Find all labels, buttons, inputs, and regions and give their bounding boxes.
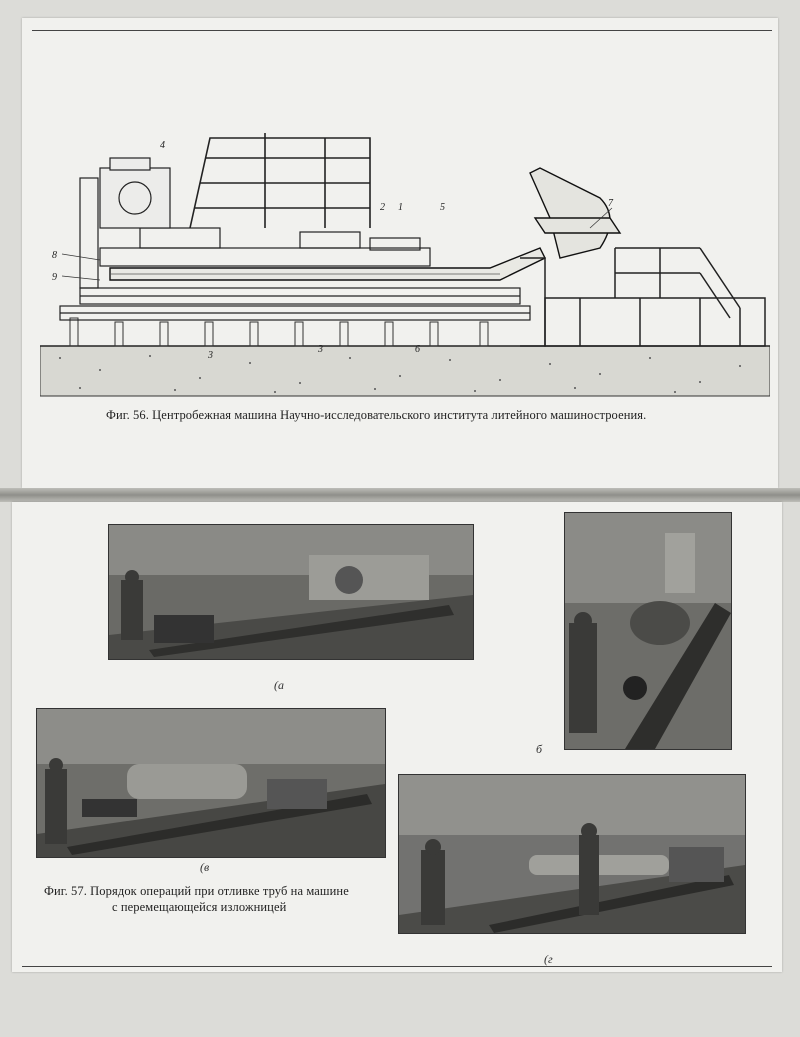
top-page-frame-line [32, 30, 772, 31]
panel-b-label: б [536, 742, 543, 756]
book-spine [0, 488, 800, 502]
callout-9: 9 [52, 272, 57, 283]
photo-panel-a [108, 524, 474, 660]
callout-1: 1 [398, 202, 403, 213]
panel-d-label: (г [544, 952, 553, 966]
callout-6: 6 [415, 344, 420, 355]
callout-8: 8 [52, 250, 57, 261]
callout-4: 4 [160, 140, 165, 151]
top-page [22, 18, 778, 488]
centrifugal-machine-drawing [40, 108, 770, 398]
callout-2: 2 [380, 202, 385, 213]
figure-57-caption-line2: с перемещающейся изложницей [112, 900, 287, 914]
bottom-page [12, 502, 782, 972]
photo-panel-b [564, 512, 732, 750]
photo-panel-d [398, 774, 746, 934]
photo-panel-c [36, 708, 386, 858]
callout-7: 7 [608, 198, 613, 209]
panel-c-label: (в [200, 860, 210, 874]
figure-56-caption: Фиг. 56. Центробежная машина Научно-исследовательского института литейного машиностроения. [106, 408, 647, 422]
callout-5: 5 [440, 202, 445, 213]
panel-a-label: (а [274, 678, 284, 692]
figure-57-caption-line1: Фиг. 57. Порядок операций при отливке труб на машине [44, 884, 349, 898]
callout-3-center: 3 [318, 344, 323, 355]
callout-3-left: 3 [208, 350, 213, 361]
bottom-page-frame-line [22, 966, 772, 967]
